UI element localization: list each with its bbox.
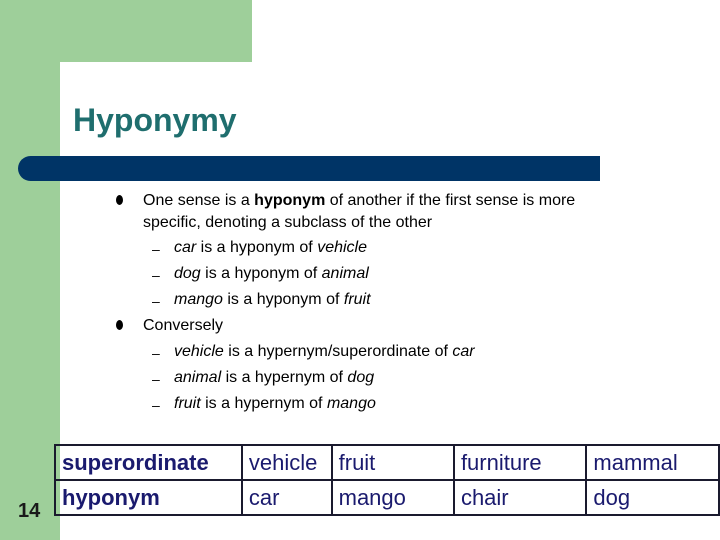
term: fruit: [343, 291, 371, 308]
keyword-hyponym: hyponym: [254, 192, 326, 209]
sub-item: [174, 238, 367, 258]
table-cell: mammal: [586, 445, 719, 480]
term: animal: [321, 265, 369, 282]
decor-green-left: [0, 0, 60, 540]
term: vehicle: [317, 239, 367, 256]
dash-marker: –: [152, 345, 160, 361]
table-cell: dog: [586, 480, 719, 515]
table-cell: mango: [332, 480, 454, 515]
sub-item: [174, 264, 369, 284]
term: fruit: [174, 395, 201, 412]
page-number: 14: [18, 500, 41, 522]
sub-item: [174, 394, 376, 414]
table-cell: car: [242, 480, 332, 515]
term: dog: [347, 369, 375, 386]
bullet-1-line-2: specific, denoting a subclass of the other: [143, 214, 433, 231]
table-cell: hyponym: [55, 480, 242, 515]
slide-title: Hyponymy: [73, 102, 237, 138]
text-span: is a hyponym of: [200, 265, 322, 282]
sub-item: [174, 342, 475, 362]
bullet-dot: [116, 195, 123, 205]
dash-marker: –: [152, 241, 160, 257]
terms-table: [54, 444, 720, 516]
term: mango: [174, 291, 223, 308]
term: car: [174, 239, 197, 256]
title-underline-bar: [18, 156, 600, 181]
table-cell: superordinate: [55, 445, 242, 480]
table-cell: fruit: [332, 445, 454, 480]
text-span: is a hyponym of: [222, 291, 344, 308]
sub-item: [174, 290, 371, 310]
text-span: is a hypernym of: [200, 395, 327, 412]
table-cell: furniture: [454, 445, 586, 480]
table-cell: chair: [454, 480, 586, 515]
text-span: is a hypernym of: [221, 369, 348, 386]
term: vehicle: [174, 343, 224, 360]
text-span: One sense is a: [143, 192, 255, 209]
bullet-2-line: Conversely: [143, 317, 224, 334]
dash-marker: –: [152, 293, 160, 309]
bullet-dot: [116, 320, 123, 330]
term: dog: [174, 265, 201, 282]
dash-marker: –: [152, 267, 160, 283]
term: animal: [174, 369, 222, 386]
sub-item: [174, 368, 374, 388]
term: mango: [326, 395, 376, 412]
dash-marker: –: [152, 397, 160, 413]
table-cell: vehicle: [242, 445, 332, 480]
term: car: [452, 343, 475, 360]
table-row: [55, 445, 719, 480]
text-span: of another if the first sense is more: [325, 192, 576, 209]
text-span: is a hypernym/superordinate of: [223, 343, 453, 360]
text-span: is a hyponym of: [196, 239, 318, 256]
table-row: [55, 480, 719, 515]
bullet-1-line-1: [143, 191, 575, 211]
dash-marker: –: [152, 371, 160, 387]
